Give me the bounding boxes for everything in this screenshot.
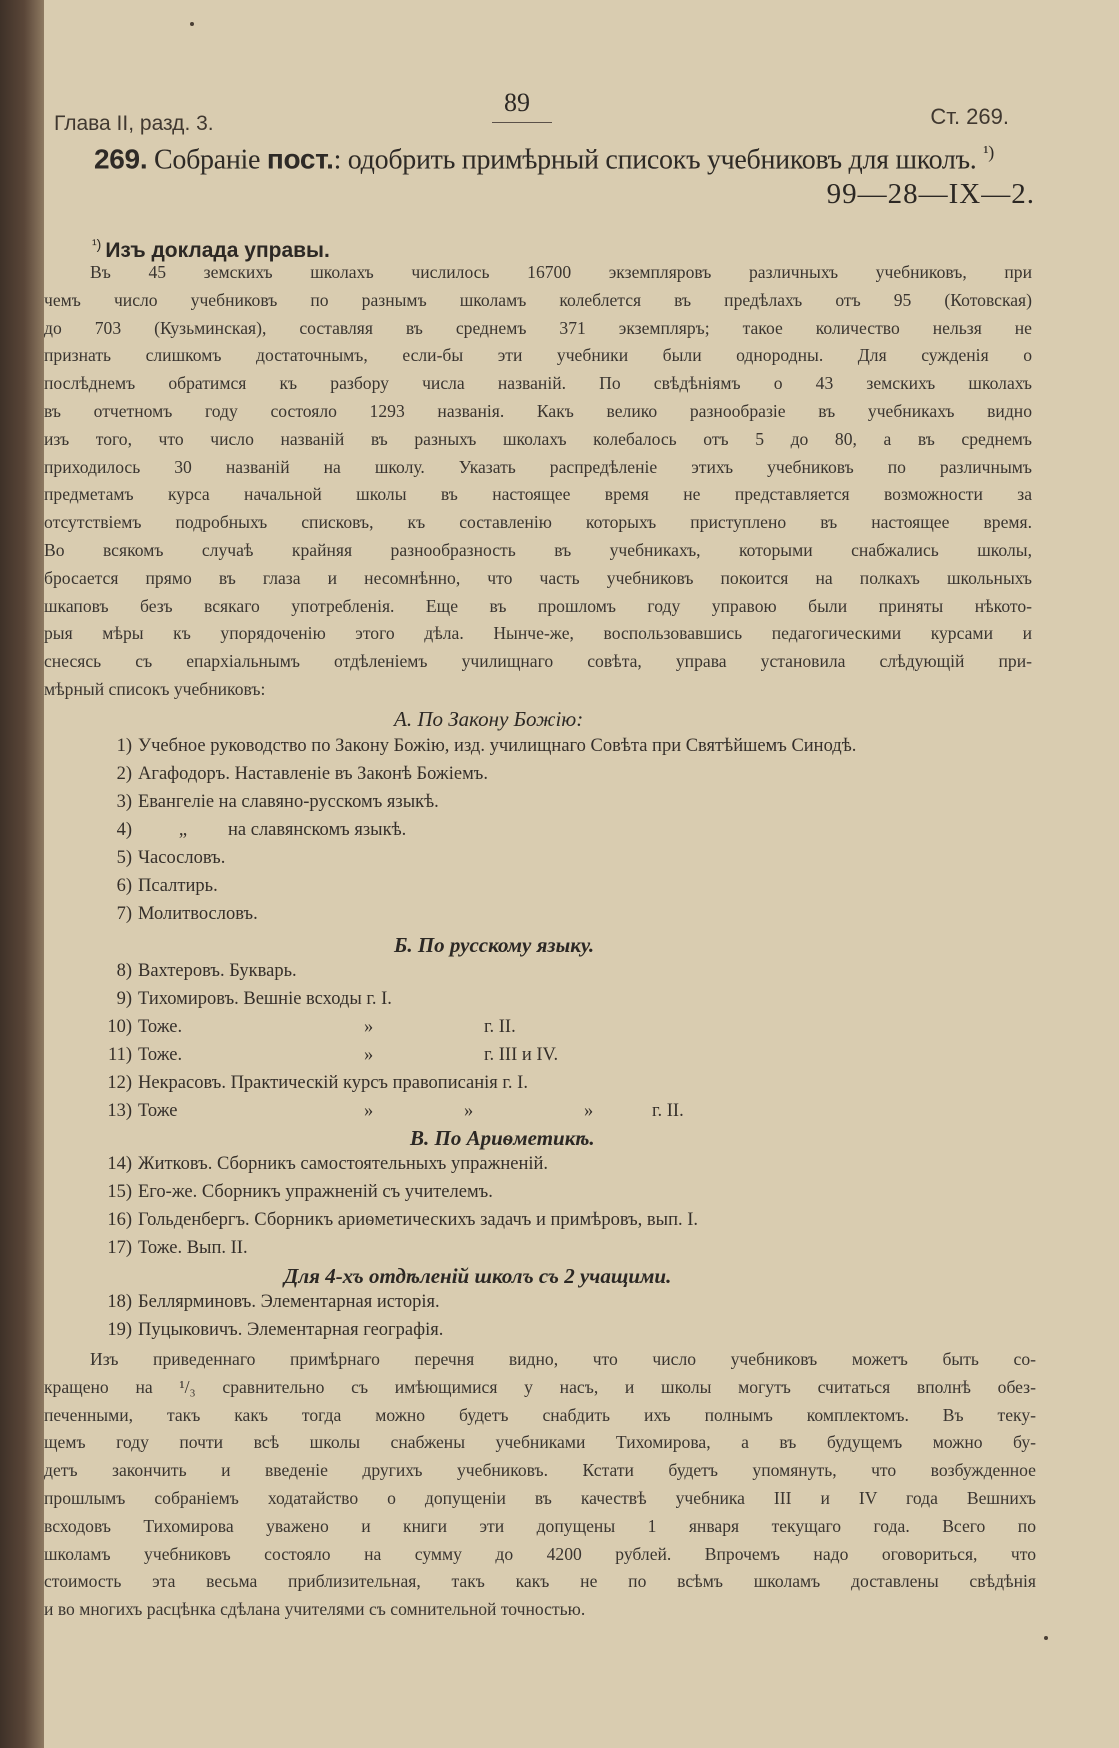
text-line: печенными, такъ какъ тогда можно будетъ снабдить ихъ полнымъ комплектомъ. Въ теку-	[44, 1404, 1036, 1425]
text-line: кращено на ¹/₃ сравнительно съ имѣющимися у насъ, и школы могутъ считаться вполнѣ обез-	[44, 1376, 1036, 1397]
resolution-lead: Собраніе	[147, 144, 267, 176]
text-line: въ отчетномъ году состояло 1293 названія. Какъ велико разнообразіе въ учебникахъ видно	[44, 400, 1032, 421]
text-line: прошлымъ собраніемъ ходатайство о допущеніи въ качествѣ учебника III и IV года Вешнихъ	[44, 1487, 1036, 1508]
list-item: 9) Тихомировъ. Вешніе всходы г. I.	[116, 989, 392, 1009]
text-line: приходилось 30 названій на школу. Указать распредѣленіе этихъ учебниковъ по различнымъ	[44, 456, 1032, 477]
list-item: 11) Тоже. » г. III и IV.	[108, 1045, 559, 1065]
text-line: всходовъ Тихомирова уважено и книги эти допущены 1 января текущаго года. Всего по	[44, 1515, 1036, 1536]
list-item: 10) Тоже. » г. II.	[107, 1017, 516, 1037]
list-item: 1) Учебное руководство по Закону Божію, изд. училищнаго Совѣта при Святѣйшемъ Синодѣ.	[116, 736, 857, 756]
list-item: 3) Евангеліе на славяно-русскомъ языкѣ.	[116, 792, 439, 812]
footnote-ref: ¹)	[983, 142, 994, 162]
text-line: изъ того, что число названій въ разныхъ школахъ колебалось отъ 5 до 80, а въ среднемъ	[44, 428, 1032, 449]
resolution-text: : одобрить примѣрный списокъ учебниковъ для школъ.	[333, 144, 977, 176]
text-line: до 703 (Кузьминская), составляя въ среднемъ 371 экземпляръ; такое количество нельзя не	[44, 317, 1032, 338]
list-item: 5) Часословъ.	[116, 848, 226, 868]
resolution-abbrev: пост.	[266, 143, 334, 175]
text-line: рыя мѣры къ упорядоченію этого дѣла. Нынче-же, воспользовавшись педагогическими курсами и	[44, 623, 1032, 644]
book-spine-shadow	[0, 0, 44, 1748]
text-line: послѣднемъ обратимся къ разбору числа названій. По свѣдѣніямъ о 43 земскихъ школахъ	[44, 373, 1032, 394]
paper-speck	[1044, 1636, 1048, 1640]
list-item: 12) Некрасовъ. Практическій курсъ правописанія г. I.	[107, 1073, 528, 1093]
text-line: школамъ учебниковъ состояло на сумму до 4200 рублей. Впрочемъ надо оговориться, что	[44, 1543, 1036, 1564]
list-item: 4) „ на славянскомъ языкѣ.	[116, 820, 407, 840]
list-item: 19) Пуцыковичъ. Элементарная географія.	[107, 1320, 444, 1340]
text-line: Во всякомъ случаѣ крайняя разнообразность въ учебникахъ, которыми снабжались школы,	[44, 539, 1032, 560]
page-number-rule	[492, 122, 552, 123]
resolution-title	[94, 142, 994, 176]
report-paragraph	[44, 259, 1032, 704]
text-line: детъ закончить и введеніе другихъ учебниковъ. Кстати будетъ упомянуть, что возбужденное	[44, 1460, 1036, 1481]
resolution-number: 269.	[94, 143, 148, 175]
section-heading-c: В. По Ариѳметикѣ.	[410, 1126, 595, 1150]
text-line: мѣрный списокъ учебниковъ:	[44, 678, 266, 699]
section-heading-d: Для 4-хъ отдѣленій школъ съ 2 учащими.	[284, 1264, 672, 1288]
list-item: 15) Его-же. Сборникъ упражненій съ учителемъ.	[107, 1182, 493, 1202]
section-heading-a: А. По Закону Божію:	[394, 707, 584, 731]
article-header: Ст. 269.	[930, 104, 1009, 129]
text-line: отсутствіемъ подробныхъ списковъ, къ составленію которыхъ приступлено въ настоящее время.	[44, 512, 1032, 533]
list-item: 18) Беллярминовъ. Элементарная исторія.	[107, 1292, 440, 1312]
list-item: 8) Вахтеровъ. Букварь.	[116, 961, 297, 981]
list-item: 14) Житковъ. Сборникъ самостоятельныхъ упражненій.	[107, 1154, 549, 1174]
footnote-heading-text: Изъ доклада управы.	[105, 239, 330, 262]
text-line: шкаповъ безъ всякаго употребленія. Еще въ прошломъ году управою были приняты нѣкото-	[44, 595, 1032, 616]
list-item: 2) Агафодоръ. Наставленіе въ Законѣ Божіемъ.	[116, 764, 488, 784]
text-line: предметамъ курса начальной школы въ настоящее время не представляется возможности за	[44, 484, 1032, 505]
document-page	[44, 0, 1119, 1748]
text-line: стоимость эта весьма приблизительная, такъ какъ не по всѣмъ школамъ доставлены свѣдѣнія	[44, 1571, 1036, 1592]
text-line: щемъ году почти всѣ школы снабжены учебниками Тихомирова, а въ будущемъ можно бу-	[44, 1432, 1036, 1453]
text-line: снесясь съ епархіальнымъ отдѣленіемъ училищнаго совѣта, управа установила слѣдующій при-	[44, 651, 1032, 672]
page-number: 89	[504, 88, 530, 117]
chapter-header: Глава II, разд. 3.	[54, 112, 214, 135]
footnote-marker: ¹)	[92, 236, 102, 252]
text-line: и во многихъ расцѣнка сдѣлана учителями съ сомнительной точностью.	[44, 1599, 586, 1620]
report-paragraph	[44, 1346, 1036, 1624]
paper-speck	[190, 22, 194, 26]
list-item: 17) Тоже. Вып. II.	[107, 1238, 248, 1258]
text-line: Въ 45 земскихъ школахъ числилось 16700 экземпляровъ различныхъ учебниковъ, при	[90, 262, 1032, 282]
section-heading-b: Б. По русскому языку.	[394, 933, 595, 957]
list-item: 13) Тоже » » » г. II.	[107, 1101, 684, 1121]
resolution-date: 99—28—IX—2.	[826, 178, 1035, 210]
list-item: 6) Псалтирь.	[116, 876, 218, 896]
text-line: чемъ число учебниковъ по разнымъ школамъ колеблется въ предѣлахъ отъ 95 (Котовская)	[44, 289, 1032, 310]
list-item: 7) Молитвословъ.	[116, 904, 258, 924]
list-item: 16) Гольденбергъ. Сборникъ ариѳметическихъ задачъ и примѣровъ, вып. I.	[107, 1210, 699, 1230]
text-line: признать слишкомъ достаточнымъ, если-бы эти учебники были однородны. Для сужденія о	[44, 345, 1032, 366]
text-line: Изъ приведеннаго примѣрнаго перечня видно, что число учебниковъ можетъ быть со-	[90, 1349, 1036, 1369]
text-line: бросается прямо въ глаза и несомнѣнно, что часть учебниковъ покоится на полкахъ школьныхъ	[44, 567, 1032, 588]
